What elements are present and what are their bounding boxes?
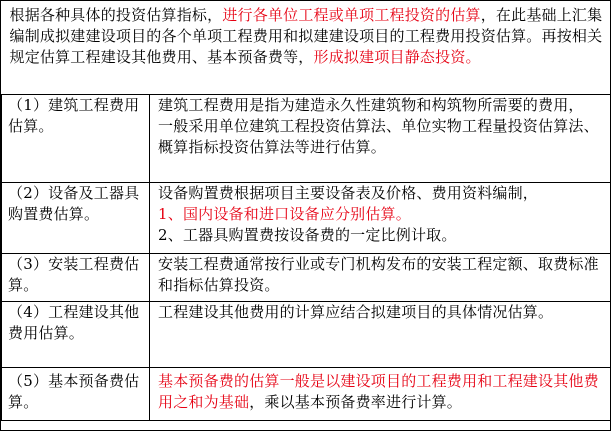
content-line: 工程建设其他费用的计算应结合拟建项目的具体情况估算。 bbox=[158, 303, 554, 321]
row-label-cell: （2）设备及工器具购置费估算。 bbox=[2, 183, 150, 254]
row-label-cell: （1）建筑工程费用估算。 bbox=[2, 95, 150, 183]
content-line-highlight: 1、国内设备和进口设备应分别估算。 bbox=[158, 205, 411, 223]
row-label-cell: （4）工程建设其他费用估算。 bbox=[2, 302, 150, 368]
content-line: 安装工程费通常按行业或专门机构发布的安装工程定额、取费标准和指标估算投资。 bbox=[158, 255, 599, 294]
row-content-cell bbox=[150, 95, 611, 183]
table-row bbox=[2, 302, 611, 368]
row-label-cell: （3）安装工程费估算。 bbox=[2, 254, 150, 302]
table-row bbox=[2, 368, 611, 421]
intro-text-1: 根据各种具体的投资估算指标， bbox=[9, 6, 223, 24]
row-content-cell bbox=[150, 302, 611, 368]
row-content-cell bbox=[150, 183, 611, 254]
intro-text-2-highlight: 进行各单位工程或单项工程投资的估算 bbox=[222, 6, 481, 24]
intro-text-4-highlight: 形成拟建项目静态投资。 bbox=[313, 48, 481, 66]
content-line: 2、工器具购置费按设备费的一定比例计取。 bbox=[158, 226, 457, 244]
content-line-highlight: 基本预备费的估算一般是以建设项目的工程费用和工程建设其他费用之和为基础 bbox=[158, 372, 599, 411]
intro-paragraph bbox=[2, 1, 611, 95]
table-row bbox=[2, 95, 611, 183]
row-label-cell: （5）基本预备费估算。 bbox=[2, 368, 150, 421]
row-content-cell bbox=[150, 254, 611, 302]
content-line: 一般采用单位建筑工程投资估算法、单位实物工程量投资估算法、概算指标投资估算法等进行估算。 bbox=[158, 117, 599, 156]
content-line: 设备购置费根据项目主要设备表及价格、费用资料编制， bbox=[158, 184, 539, 202]
content-line: ，乘以基本预备费率进行计算。 bbox=[249, 393, 463, 411]
intro-row bbox=[2, 1, 611, 95]
table-row bbox=[2, 183, 611, 254]
content-line: 建筑工程费用是指为建造永久性建筑物和构筑物所需要的费用， bbox=[158, 96, 584, 114]
row-content-cell bbox=[150, 368, 611, 421]
intro-text-3: ，在此基础上汇集编制成拟建建设项目的各个单项工程费用和拟建建设项目的工程费用投资估算。再按相关规定估算工程建设其他费用、基本预备费等， bbox=[9, 6, 603, 66]
cost-estimation-table bbox=[1, 1, 611, 421]
table-row bbox=[2, 254, 611, 302]
